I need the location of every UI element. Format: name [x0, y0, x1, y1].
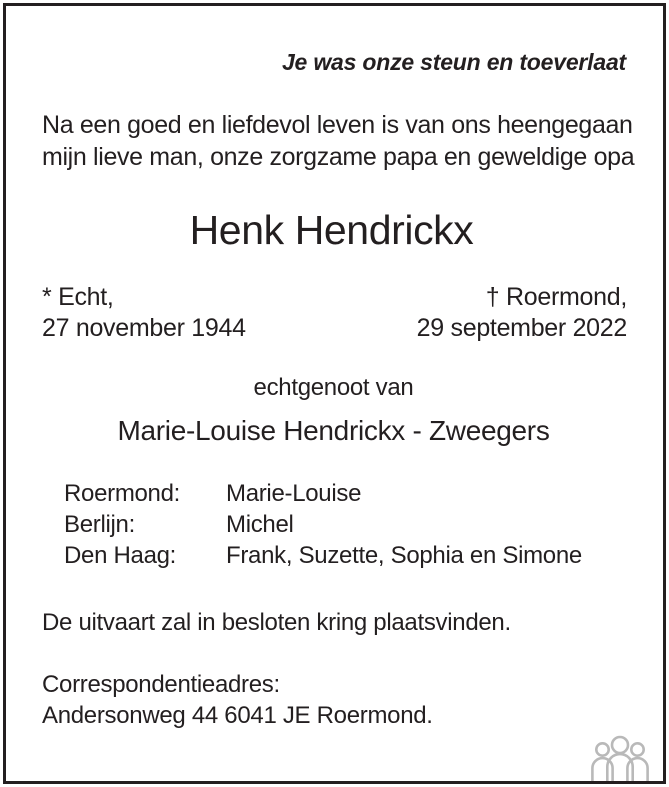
spouse-block — [42, 373, 627, 448]
life-dates — [42, 282, 627, 344]
contact-block — [42, 669, 627, 731]
birth-details — [42, 282, 246, 344]
notice-content — [6, 6, 663, 781]
contact-address: Andersonweg 44 6041 JE Roermond. — [42, 702, 433, 729]
contact-label: Correspondentieadres: — [42, 671, 280, 698]
intro-line-1: Na een goed en liefdevol leven is van ons heengegaan — [42, 111, 633, 139]
intro-line-2: mijn lieve man, onze zorgzame papa en geweldige opa — [42, 143, 635, 171]
family-group-icon — [589, 735, 651, 784]
intro-paragraph — [42, 109, 635, 173]
family-place: Den Haag: — [64, 542, 177, 569]
family-names: Michel — [226, 511, 294, 538]
spouse-name: Marie-Louise Hendrickx - Zweegers — [117, 415, 550, 446]
family-row — [64, 540, 627, 571]
family-names: Marie-Louise — [226, 480, 362, 507]
birth-place-line: * Echt, — [42, 283, 114, 311]
deceased-name: Henk Hendrickx — [189, 207, 474, 253]
birth-date-line: 27 november 1944 — [42, 314, 246, 342]
family-names: Frank, Suzette, Sophia en Simone — [226, 542, 582, 569]
funeral-note: De uitvaart zal in besloten kring plaatsvinden. — [42, 609, 511, 636]
notice-border-frame — [3, 3, 666, 784]
spouse-label: echtgenoot van — [253, 374, 414, 401]
tagline: Je was onze steun en toeverlaat — [281, 49, 626, 75]
death-date-line: 29 september 2022 — [416, 314, 627, 342]
family-place: Roermond: — [64, 480, 181, 507]
family-row — [64, 478, 627, 509]
family-place: Berlijn: — [64, 511, 135, 538]
family-list — [64, 478, 627, 571]
family-row — [64, 509, 627, 540]
death-details — [417, 282, 627, 344]
death-place-line: † Roermond, — [485, 283, 627, 311]
